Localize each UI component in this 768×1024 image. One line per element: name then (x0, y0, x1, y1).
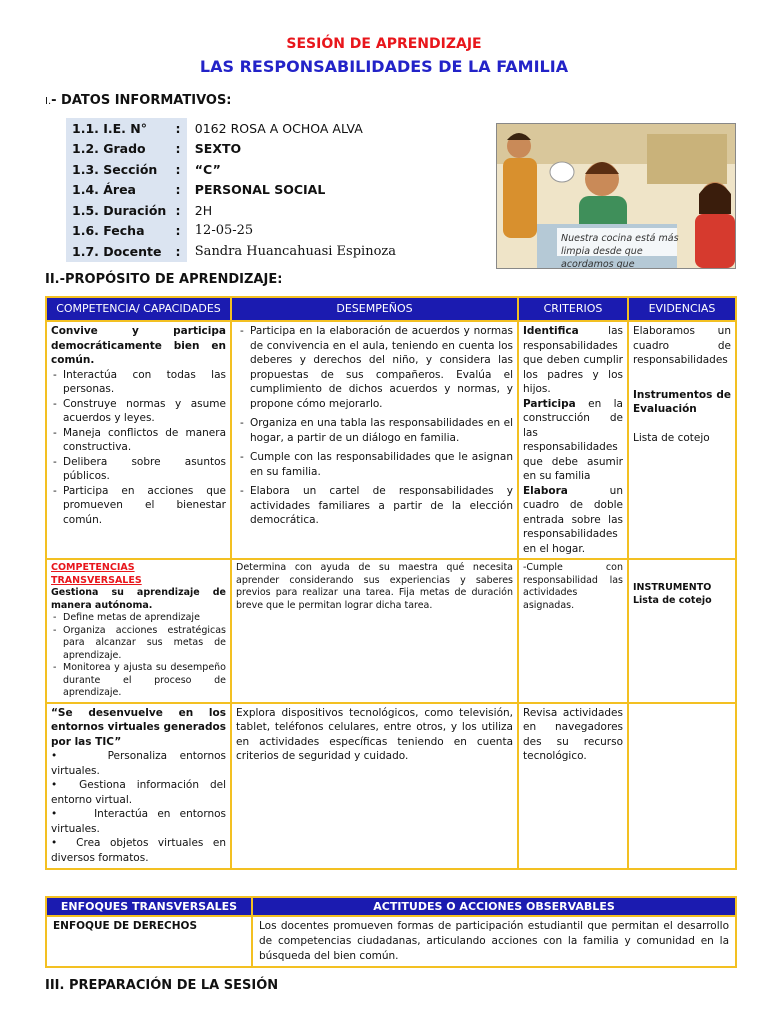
list-item: - Organiza en una tabla las responsabilidades en el hogar, a partir de un diálogo en familia. (250, 416, 513, 445)
info-label: 1.3. Sección (66, 159, 169, 180)
list-item: - Participa en la elaboración de acuerdos y normas de convivencia en el aula, teniendo en cuenta los deberes y derechos del niño, y considera las propuestas de sus compañeros. Evalúa el cumplimiento de dichos acuerdos y normas, y propone cómo mejorarlo. (250, 324, 513, 411)
info-value: PERSONAL SOCIAL (194, 182, 326, 198)
criterio-revisa: Revisa actividades en navegadores des su recurso tecnológico. (518, 703, 628, 869)
header-enfoques: ENFOQUES TRANSVERSALES (46, 897, 252, 916)
list-item: • Crea objetos virtuales en diversos formatos. (51, 837, 226, 864)
info-label: 1.6. Fecha (66, 221, 169, 242)
list-item: - Delibera sobre asuntos públicos. (63, 455, 226, 484)
list-item: - Monitorea y ajusta su desempeño durante el proceso de aprendizaje. (63, 662, 226, 700)
list-item: • Personaliza entornos virtuales. (51, 750, 226, 777)
info-label: 1.1. I.E. N° (66, 118, 169, 139)
competencia-tic: “Se desenvuelve en los entornos virtuales generados por las TIC” (51, 706, 226, 748)
lista-cotejo: Lista de cotejo (633, 594, 712, 606)
enfoque-text: Los docentes promueven formas de participación estudiantil que permitan el desarrollo de competencias ciudadanas, articulando acciones con la familia y comunidad en la búsqueda del bien común. (252, 916, 736, 967)
info-row (66, 180, 396, 201)
criterio-text: las responsabilidades que deben cumplir los padres y los hijos. (523, 325, 623, 395)
info-row (66, 221, 396, 242)
section-3-heading: III. PREPARACIÓN DE LA SESIÓN (45, 978, 279, 993)
empty-cell (628, 703, 736, 869)
info-colon: : (169, 221, 187, 242)
competencia-gestiona: Gestiona su aprendizaje de manera autónoma. (51, 587, 226, 611)
table-row (46, 321, 736, 559)
info-value: “C” (194, 161, 221, 177)
session-title: SESIÓN DE APRENDIZAJE (286, 36, 482, 52)
info-row (66, 200, 396, 221)
info-value: SEXTO (194, 141, 242, 157)
info-value: 0162 ROSA A OCHOA ALVA (194, 120, 363, 136)
info-label: 1.7. Docente (66, 241, 169, 262)
info-colon: : (169, 241, 187, 262)
info-colon: : (169, 180, 187, 201)
list-item: • Interactúa en entornos virtuales. (51, 808, 227, 835)
info-value: 2H (194, 202, 213, 218)
section-2-heading: II.-PROPÓSITO DE APRENDIZAJE: (45, 272, 283, 287)
desempeno-tic: Explora dispositivos tecnológicos, como televisión, tablet, teléfonos celulares, entre otros, y los utiliza en actividades específicas teniendo en cuenta criterios de seguridad y cuidado. (231, 703, 518, 869)
header-actitudes: ACTITUDES O ACCIONES OBSERVABLES (252, 897, 736, 916)
list-item: - Construye normas y asume acuerdos y leyes. (63, 397, 226, 426)
info-table (66, 118, 396, 262)
list-item: - Elabora un cartel de responsabilidades y actividades familiares a partir de la elección democrática. (250, 484, 513, 528)
criterio-bold: Elabora (523, 484, 568, 497)
header-desempenos: DESEMPEÑOS (231, 297, 518, 321)
list-item: - Organiza acciones estratégicas para alcanzar sus metas de aprendizaje. (63, 625, 226, 663)
info-value: Sandra Huancahuasi Espinoza (194, 243, 396, 259)
list-item: - Interactúa con todas las personas. (63, 368, 226, 397)
desempeno-gestiona: Determina con ayuda de su maestra qué necesita aprender considerando sus experiencias y saberes previos para realizar una tarea. Fija metas de duración breve que le permitan lograr dicha tarea. (231, 559, 518, 703)
criterio-cumple: -Cumple con responsabilidad las actividades asignadas. (518, 559, 628, 703)
info-colon: : (169, 159, 187, 180)
lista-cotejo: Lista de cotejo (633, 431, 710, 444)
list-item: - Maneja conflictos de manera constructiva. (63, 426, 226, 455)
competencia-convive: Convive y participa democráticamente bien en común. (51, 325, 226, 366)
header-criterios: CRITERIOS (518, 297, 628, 321)
criterio-text: un cuadro de doble entrada sobre las responsabilidades en el hogar. (523, 484, 623, 555)
info-row (66, 118, 396, 139)
info-label: 1.2. Grado (66, 139, 169, 160)
list-item: - Participa en acciones que promueven el bienestar común. (63, 484, 226, 528)
list-item: • Gestiona información del entorno virtual. (51, 779, 226, 806)
section-1-heading: I.- DATOS INFORMATIVOS: (45, 93, 232, 108)
instrumentos-label: Instrumentos de Evaluación (633, 388, 731, 415)
info-label: 1.4. Área (66, 180, 169, 201)
enfoques-table (45, 896, 737, 968)
criterio-text: en la construcción de las responsabilidades que debe asumir en su familia (523, 397, 623, 482)
info-row (66, 139, 396, 160)
instrumento-label: INSTRUMENTO (633, 582, 712, 593)
header-evidencias: EVIDENCIAS (628, 297, 736, 321)
table-row (46, 703, 736, 869)
list-item: - Cumple con las responsabilidades que le asignan en su familia. (250, 450, 513, 479)
table-row (46, 559, 736, 703)
family-illustration (496, 123, 736, 269)
info-value: 12-05-25 (194, 223, 254, 239)
info-row (66, 159, 396, 180)
criterio-bold: Participa (523, 397, 576, 410)
session-subtitle: LAS RESPONSABILIDADES DE LA FAMILIA (199, 57, 569, 76)
illustration-caption: Nuestra cocina está más limpia desde que acordamos que (561, 233, 679, 269)
info-colon: : (169, 200, 187, 221)
info-colon: : (169, 139, 187, 160)
info-label: 1.5. Duración (66, 200, 169, 221)
list-item: - Define metas de aprendizaje (63, 612, 226, 625)
header-competencia: COMPETENCIA/ CAPACIDADES (46, 297, 231, 321)
transversal-label: COMPETENCIAS TRANSVERSALES (51, 562, 142, 586)
info-row (66, 241, 396, 262)
purpose-table (45, 296, 737, 870)
criterio-bold: Identifica (523, 325, 579, 337)
evidencia-text: Elaboramos un cuadro de responsabilidades (633, 325, 731, 366)
table-row (46, 916, 736, 967)
enfoque-name: ENFOQUE DE DERECHOS (46, 916, 252, 967)
info-colon: : (169, 118, 187, 139)
